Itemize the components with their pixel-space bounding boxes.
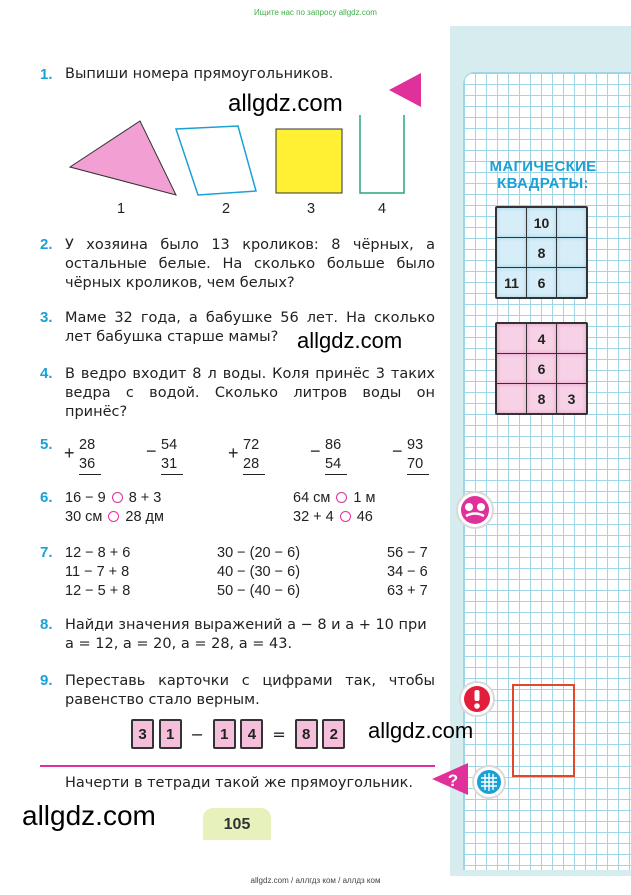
shape-label-3: 3 bbox=[307, 201, 316, 217]
magic-cell[interactable]: 11 bbox=[497, 268, 526, 297]
column-calc-2: 54 − 31 bbox=[146, 436, 183, 475]
pink-triangle-marker-icon bbox=[385, 70, 425, 110]
magic-cell[interactable]: 6 bbox=[527, 268, 556, 297]
magic-cell[interactable] bbox=[497, 238, 526, 267]
magic-squares-title: МАГИЧЕСКИЕ КВАДРАТЫ: bbox=[489, 158, 597, 192]
magic-square-pink bbox=[495, 322, 588, 415]
magic-cell[interactable] bbox=[497, 384, 526, 413]
task2-text: У хозяина было 13 кроликов: 8 чёрных, а остальные белые. На сколько больше было чёрных кроликов, чем белых? bbox=[65, 237, 435, 291]
magic-cell[interactable]: 3 bbox=[557, 384, 586, 413]
task3-number: 3. bbox=[40, 309, 53, 326]
column-calc-1: 28 + 36 bbox=[64, 436, 101, 475]
column-calc-5: 93 − 70 bbox=[392, 436, 429, 475]
magic-cell[interactable] bbox=[497, 354, 526, 383]
magic-cell[interactable]: 8 bbox=[527, 384, 556, 413]
column-calc-3: 72 + 28 bbox=[228, 436, 265, 475]
shape-label-4: 4 bbox=[378, 201, 387, 217]
pair-work-icon bbox=[455, 490, 495, 530]
magic-cell[interactable]: 10 bbox=[527, 208, 556, 237]
compare-circle[interactable] bbox=[112, 492, 123, 503]
task7-col2: 30 − (20 − 6) 40 − (30 − 6) 50 − (40 − 6) bbox=[217, 545, 301, 599]
compare-row-1: 16 − 9 8 + 3 bbox=[65, 490, 162, 506]
watermark-4: allgdz.com bbox=[22, 800, 156, 831]
task1-shapes bbox=[60, 115, 420, 205]
digit-card[interactable]: 3 bbox=[131, 719, 154, 749]
magic-cell[interactable] bbox=[557, 324, 586, 353]
watermark-2: allgdz.com bbox=[297, 328, 403, 353]
attention-icon bbox=[458, 680, 496, 718]
digit-card[interactable]: 8 bbox=[295, 719, 318, 749]
compare-row-3: 64 см 1 м bbox=[293, 490, 376, 506]
svg-text:?: ? bbox=[447, 771, 459, 790]
grid-globe-icon bbox=[471, 764, 507, 800]
header-note: Ищите нас по запросу allgdz.com bbox=[254, 8, 377, 17]
task4-number: 4. bbox=[40, 365, 53, 382]
page-number: 105 bbox=[203, 808, 271, 840]
task3-text: Маме 32 года, а бабушке 56 лет. На сколько лет бабушка старше мамы? bbox=[65, 310, 435, 345]
compare-circle[interactable] bbox=[108, 511, 119, 522]
compare-circle[interactable] bbox=[340, 511, 351, 522]
task7-col3: 56 − 7 34 − 6 63 + 7 bbox=[387, 545, 428, 599]
task6-number: 6. bbox=[40, 489, 53, 506]
magic-square-blue bbox=[495, 206, 588, 299]
digit-card[interactable]: 1 bbox=[159, 719, 182, 749]
task8-line2: a = 12, a = 20, a = 28, a = 43. bbox=[65, 636, 293, 652]
bottom-task-text: Начерти в тетради такой же прямоугольник. bbox=[65, 775, 414, 791]
magic-cell[interactable]: 6 bbox=[527, 354, 556, 383]
shape-label-2: 2 bbox=[222, 201, 231, 217]
column-calc-4: 86 − 54 bbox=[310, 436, 347, 475]
divider bbox=[40, 765, 435, 767]
task2-number: 2. bbox=[40, 236, 53, 253]
task9-text: Переставь карточки с цифрами так, чтобы равенство стало верным. bbox=[65, 673, 435, 708]
compare-row-2: 30 см 28 дм bbox=[65, 509, 164, 525]
digit-cards-equation bbox=[131, 719, 345, 749]
task7-col1: 12 − 8 + 6 11 − 7 + 8 12 − 5 + 8 bbox=[65, 545, 131, 599]
magic-cell[interactable] bbox=[557, 238, 586, 267]
magic-cell[interactable] bbox=[497, 324, 526, 353]
digit-card[interactable]: 4 bbox=[240, 719, 263, 749]
magic-cell[interactable] bbox=[557, 354, 586, 383]
red-rectangle bbox=[512, 684, 575, 777]
compare-row-4: 32 + 4 46 bbox=[293, 509, 373, 525]
magic-cell[interactable] bbox=[557, 268, 586, 297]
watermark-3: allgdz.com bbox=[368, 718, 474, 743]
digit-card[interactable]: 2 bbox=[322, 719, 345, 749]
question-flag-icon bbox=[430, 761, 470, 797]
shape-4-rectangle bbox=[360, 115, 404, 193]
equals-sign: = bbox=[272, 724, 286, 744]
task5-number: 5. bbox=[40, 436, 53, 453]
watermark-1: allgdz.com bbox=[228, 90, 343, 117]
shape-label-1: 1 bbox=[117, 201, 126, 217]
shape-1-triangle bbox=[70, 121, 176, 195]
task9-number: 9. bbox=[40, 672, 53, 689]
task8-line1: Найди значения выражений a − 8 и a + 10 при bbox=[65, 617, 427, 633]
minus-sign: − bbox=[190, 724, 204, 744]
digit-card[interactable]: 1 bbox=[213, 719, 236, 749]
shape-3-square bbox=[276, 129, 342, 193]
task1-number: 1. bbox=[40, 66, 53, 83]
task7-number: 7. bbox=[40, 544, 53, 561]
task4-text: В ведро входит 8 л воды. Коля принёс 3 таких ведра с водой. Сколько литров воды он принёс? bbox=[65, 366, 435, 420]
compare-circle[interactable] bbox=[336, 492, 347, 503]
footer-note: allgdz.com / аллгдз ком / аллдз ком bbox=[250, 876, 381, 885]
magic-cell[interactable]: 8 bbox=[527, 238, 556, 267]
task8-number: 8. bbox=[40, 616, 53, 633]
magic-cell[interactable]: 4 bbox=[527, 324, 556, 353]
magic-cell[interactable] bbox=[557, 208, 586, 237]
shape-2-quadrilateral bbox=[176, 126, 256, 195]
task1-text: Выпиши номера прямоугольников. bbox=[65, 66, 334, 82]
magic-cell[interactable] bbox=[497, 208, 526, 237]
